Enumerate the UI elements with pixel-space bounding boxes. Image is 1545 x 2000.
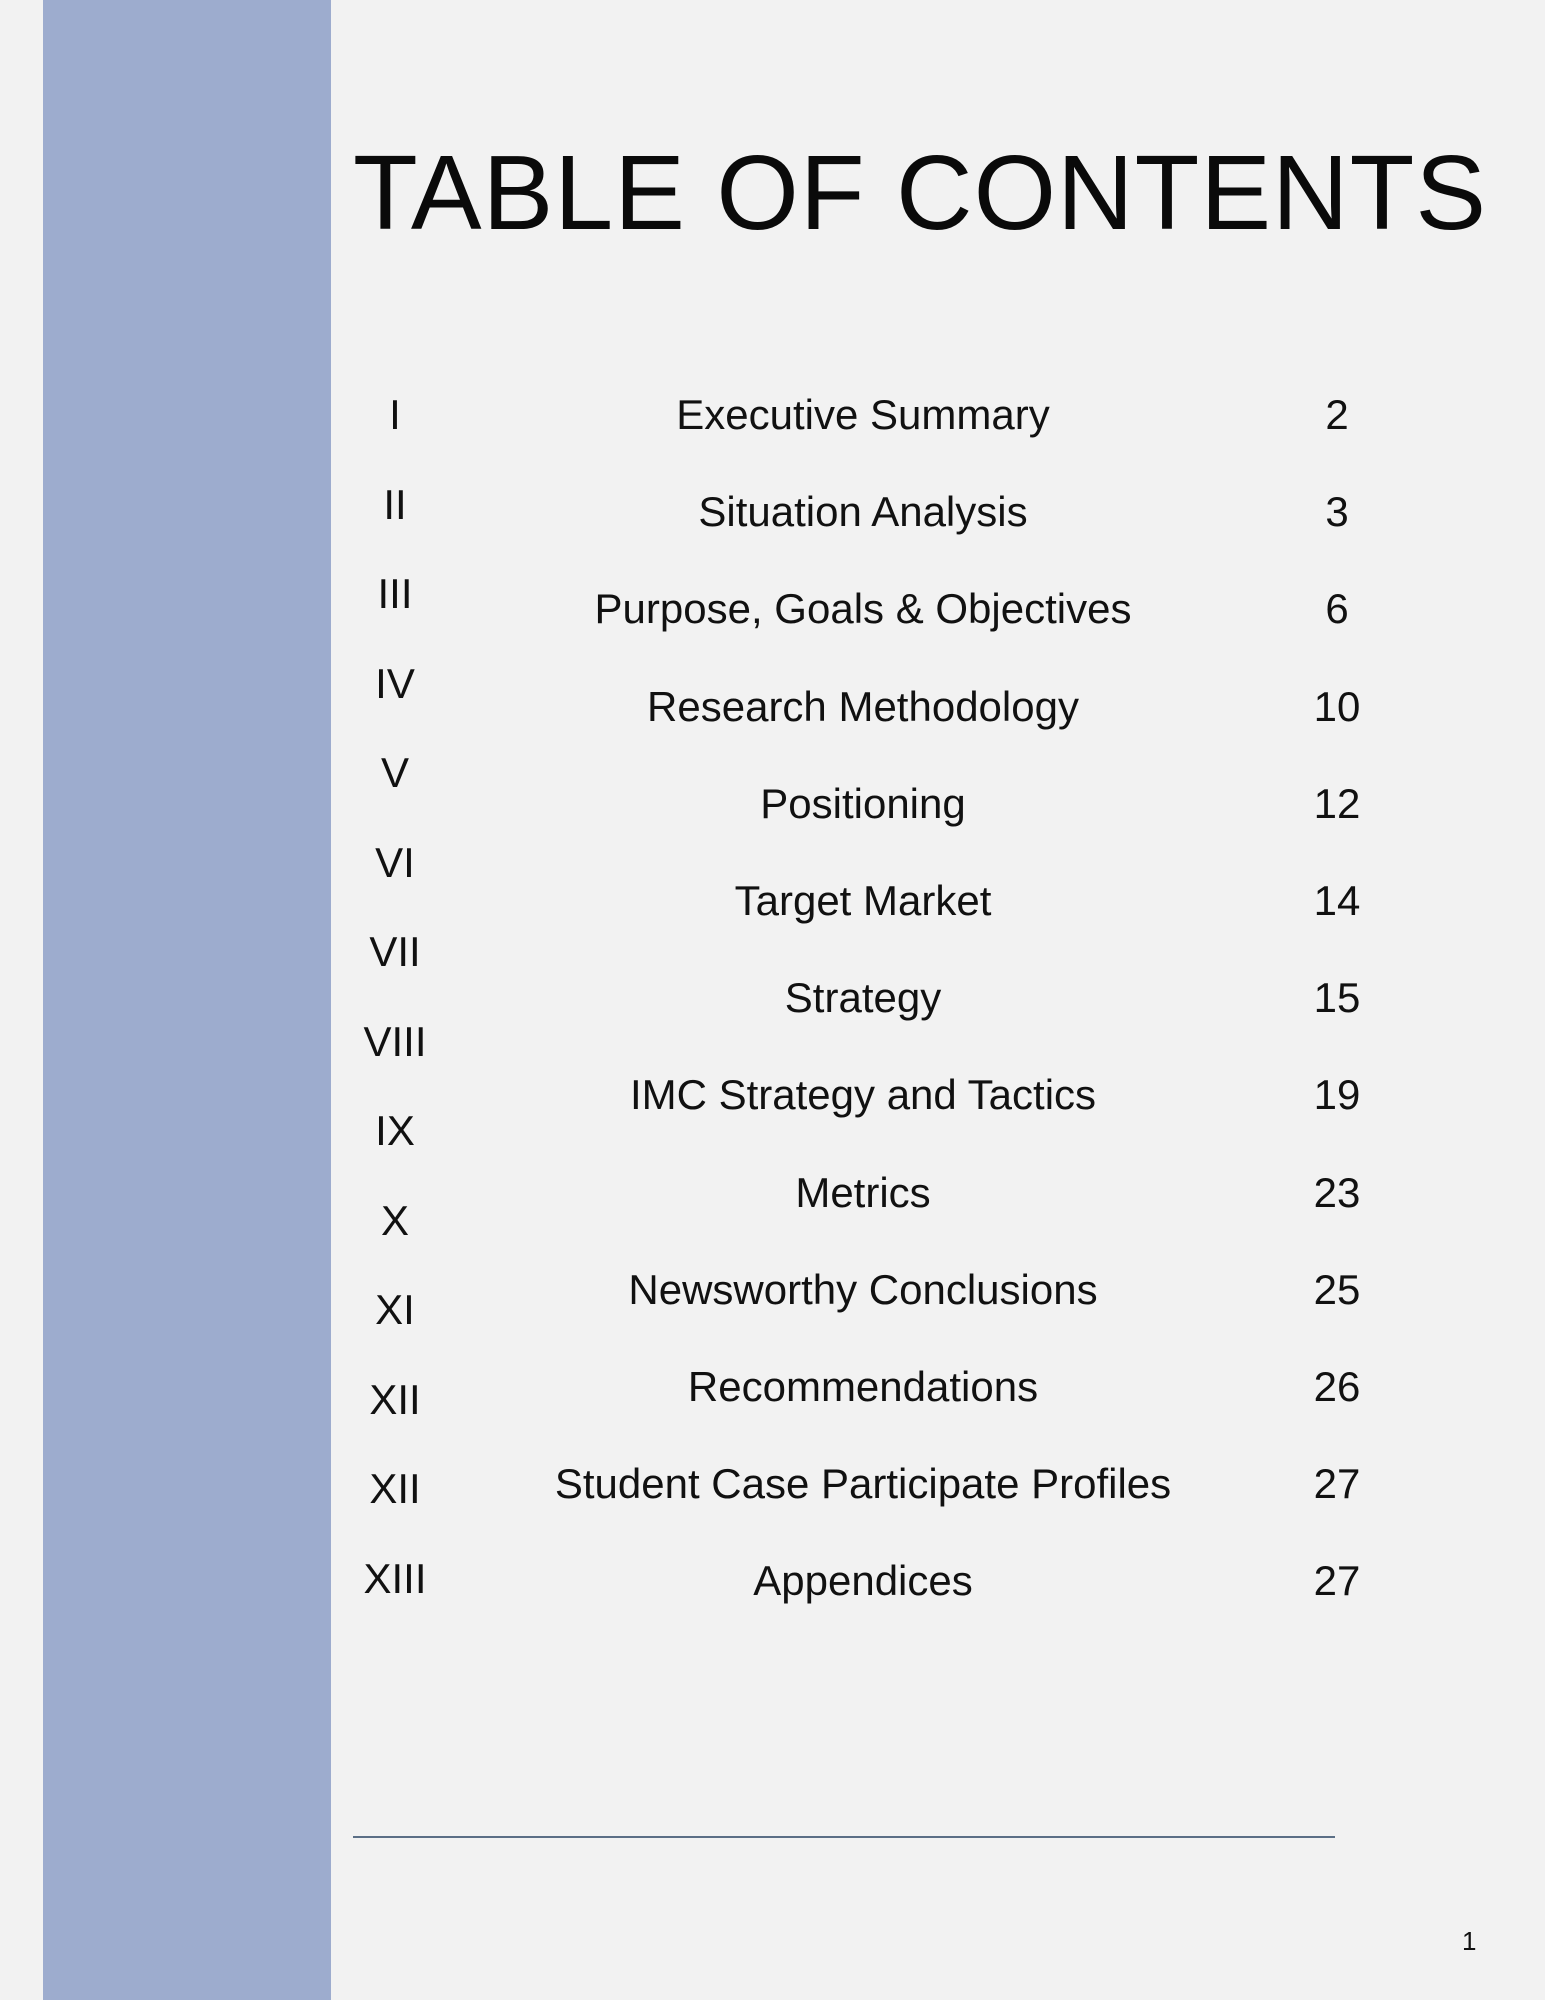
toc-entry-page: 10: [1313, 682, 1361, 730]
toc-numeral: III: [377, 570, 413, 617]
toc-entry-title: Metrics: [795, 1168, 931, 1216]
toc-entry[interactable]: [0, 1357, 1545, 1454]
toc-entry-page: 3: [1325, 488, 1349, 536]
toc-entry-page: 25: [1313, 1265, 1361, 1313]
toc-entry-title: Purpose, Goals & Objectives: [594, 585, 1132, 633]
toc-entry-page: 19: [1313, 1071, 1361, 1119]
toc-entry-title: Strategy: [784, 974, 942, 1022]
toc-entry[interactable]: [0, 385, 1545, 482]
toc-entry[interactable]: [0, 968, 1545, 1065]
toc-entry-title: IMC Strategy and Tactics: [629, 1071, 1097, 1119]
toc-entry[interactable]: [0, 774, 1545, 871]
toc-entry[interactable]: [0, 1551, 1545, 1648]
toc-entry-page: 27: [1313, 1460, 1361, 1508]
toc-entry-title: Executive Summary: [676, 391, 1050, 438]
toc-numeral: IX: [375, 1107, 415, 1154]
toc-entry-page: 2: [1325, 391, 1349, 438]
page-number: 1: [1462, 1926, 1477, 1956]
toc-numeral: XI: [375, 1286, 415, 1333]
toc-entry-page: 23: [1313, 1168, 1361, 1216]
toc-numeral: XII: [369, 1375, 421, 1423]
toc-entry-title: Student Case Participate Profiles: [554, 1460, 1172, 1508]
toc-entry[interactable]: [0, 677, 1545, 774]
toc-entry[interactable]: [0, 1260, 1545, 1357]
toc-numeral: VIII: [363, 1017, 427, 1065]
toc-numeral: V: [380, 749, 409, 796]
toc-entry[interactable]: [0, 1454, 1545, 1551]
toc-entry-title: Research Methodology: [647, 682, 1079, 730]
toc-entry-page: 12: [1313, 779, 1361, 827]
toc-entry[interactable]: [0, 871, 1545, 968]
toc-numeral: VII: [369, 928, 421, 975]
toc-entry-page: 27: [1313, 1557, 1361, 1605]
toc-entry-title: Positioning: [760, 779, 966, 827]
toc-numeral: X: [380, 1196, 409, 1244]
toc-entry-title: Target Market: [734, 876, 992, 924]
toc-entry[interactable]: [0, 579, 1545, 676]
toc-entry-page: 14: [1313, 876, 1361, 924]
toc-entry[interactable]: [0, 482, 1545, 579]
toc-numeral: IV: [375, 659, 415, 707]
toc-entry-title: Newsworthy Conclusions: [628, 1265, 1098, 1313]
toc-numeral: XIII: [363, 1554, 427, 1602]
toc-numeral: XII: [369, 1465, 421, 1512]
toc-entry-page: 6: [1325, 585, 1349, 633]
toc-entry-page: 26: [1313, 1362, 1361, 1410]
toc-entry-title: Recommendations: [687, 1362, 1039, 1410]
toc-entry-list: [0, 385, 1545, 1648]
toc-entry[interactable]: [0, 1065, 1545, 1162]
footer-divider: [353, 1836, 1335, 1838]
toc-numeral: II: [383, 480, 407, 528]
toc-entry-title: Appendices: [753, 1557, 973, 1605]
toc-numeral: I: [389, 391, 401, 438]
toc-numeral: VI: [375, 838, 415, 886]
toc-entry-page: 15: [1313, 974, 1361, 1022]
toc-entry[interactable]: [0, 1163, 1545, 1260]
page-title: TABLE OF CONTENTS: [353, 134, 1488, 252]
toc-entry-title: Situation Analysis: [698, 488, 1028, 536]
